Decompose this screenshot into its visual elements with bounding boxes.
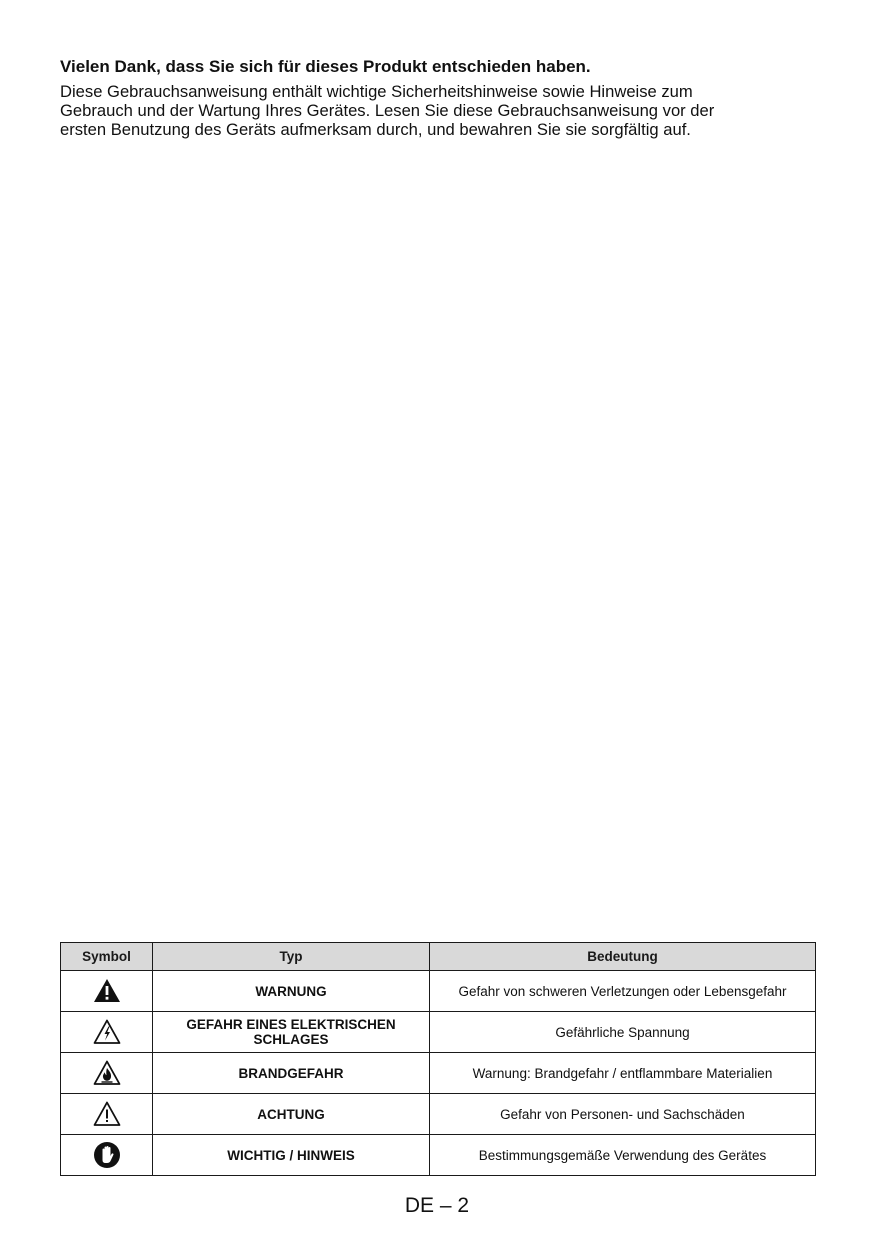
table-row bbox=[61, 1135, 816, 1176]
bedeutung-cell: Gefahr von schweren Verletzungen oder Lebensgefahr bbox=[430, 971, 816, 1012]
typ-label: SCHLAGES bbox=[253, 1032, 329, 1047]
typ-cell bbox=[153, 1012, 430, 1053]
table-row bbox=[61, 1094, 816, 1135]
intro-heading: Vielen Dank, dass Sie sich für dieses Produkt entschieden haben. bbox=[60, 57, 591, 76]
page-number: DE – 2 bbox=[404, 1194, 470, 1217]
header-symbol: Symbol bbox=[61, 943, 153, 971]
table-header-row bbox=[61, 943, 816, 971]
symbol-cell bbox=[61, 1012, 153, 1053]
caution-icon bbox=[93, 1100, 121, 1128]
electric-shock-icon bbox=[93, 1018, 121, 1046]
table-row bbox=[61, 971, 816, 1012]
intro-line: ersten Benutzung des Geräts aufmerksam durch, und bewahren Sie sie sorgfältig auf. bbox=[60, 120, 691, 139]
intro-line: Gebrauch und der Wartung Ihres Gerätes. Lesen Sie diese Gebrauchsanweisung vor der bbox=[60, 101, 715, 120]
symbol-cell bbox=[61, 1053, 153, 1094]
intro-line: Diese Gebrauchsanweisung enthält wichtige Sicherheitshinweise sowie Hinweise zum bbox=[60, 82, 693, 101]
typ-label: WICHTIG / HINWEIS bbox=[227, 1147, 355, 1163]
table-row bbox=[61, 1053, 816, 1094]
stop-hand-icon bbox=[93, 1141, 121, 1169]
warning-filled-icon bbox=[93, 977, 121, 1005]
typ-cell bbox=[153, 971, 430, 1012]
bedeutung-cell: Bestimmungsgemäße Verwendung des Gerätes bbox=[430, 1135, 816, 1176]
symbol-cell bbox=[61, 1094, 153, 1135]
table-row bbox=[61, 1012, 816, 1053]
typ-label: ACHTUNG bbox=[257, 1106, 325, 1122]
symbol-table bbox=[60, 942, 816, 1176]
typ-cell bbox=[153, 1094, 430, 1135]
typ-label: BRANDGEFAHR bbox=[238, 1065, 344, 1081]
bedeutung-cell: Gefahr von Personen- und Sachschäden bbox=[430, 1094, 816, 1135]
bedeutung-cell: Warnung: Brandgefahr / entflammbare Materialien bbox=[430, 1053, 816, 1094]
symbol-cell bbox=[61, 1135, 153, 1176]
bedeutung-cell: Gefährliche Spannung bbox=[430, 1012, 816, 1053]
typ-label: WARNUNG bbox=[255, 983, 327, 999]
intro-section bbox=[60, 56, 820, 139]
header-typ: Typ bbox=[153, 943, 430, 971]
typ-cell bbox=[153, 1135, 430, 1176]
typ-cell bbox=[153, 1053, 430, 1094]
intro-body bbox=[60, 82, 820, 139]
typ-label: GEFAHR EINES ELEKTRISCHEN bbox=[186, 1017, 396, 1032]
symbol-cell bbox=[61, 971, 153, 1012]
header-bedeutung: Bedeutung bbox=[430, 943, 816, 971]
fire-hazard-icon bbox=[93, 1059, 121, 1087]
